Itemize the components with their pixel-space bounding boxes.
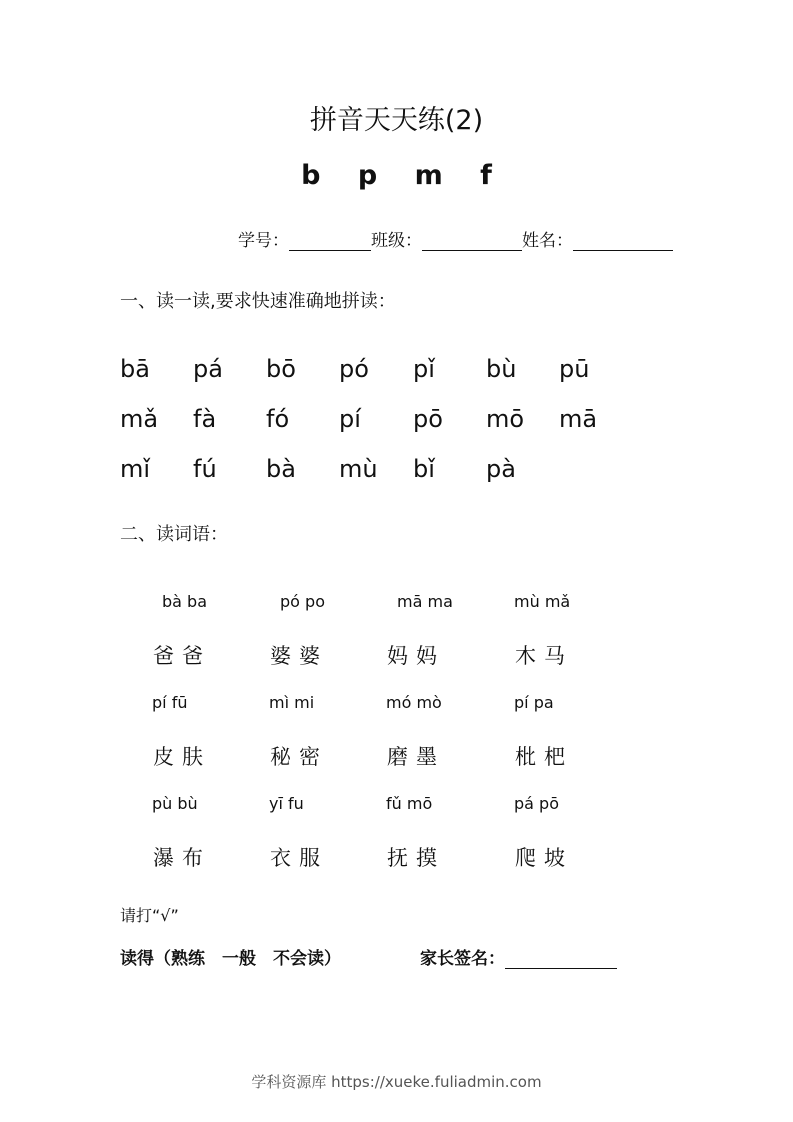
word-pinyin: pá pō — [514, 794, 559, 813]
word-pinyin: pù bù — [152, 794, 198, 813]
word-hanzi: 瀑布 — [153, 846, 211, 870]
letter-m: m — [414, 160, 443, 191]
pinyin-item: mā — [559, 405, 598, 433]
pinyin-item: fú — [193, 455, 217, 483]
check-instruction: 请打“√” — [120, 906, 179, 925]
word-hanzi: 枇杷 — [515, 745, 573, 769]
parent-signature — [420, 944, 617, 969]
student-id-label: 学号： — [238, 231, 289, 251]
word-pinyin: mā ma — [397, 592, 453, 611]
pinyin-item: mō — [486, 405, 525, 433]
name-blank[interactable] — [573, 232, 673, 251]
word-hanzi: 秘密 — [270, 745, 328, 769]
word-hanzi: 爬坡 — [515, 846, 573, 870]
letter-b: b — [301, 160, 321, 191]
word-hanzi: 爸爸 — [153, 644, 211, 668]
word-pinyin: mì mi — [269, 693, 315, 712]
class-blank[interactable] — [422, 232, 522, 251]
letter-p: p — [357, 160, 378, 191]
consonant-letters — [0, 160, 793, 191]
word-pinyin: fǔ mō — [386, 794, 433, 813]
pinyin-item: bà — [266, 455, 296, 483]
pinyin-item: bā — [120, 355, 150, 383]
word-hanzi: 抚摸 — [387, 846, 445, 870]
parent-signature-label: 家长签名： — [420, 949, 505, 969]
word-pinyin: mó mò — [386, 693, 442, 712]
pinyin-item: fà — [193, 405, 217, 433]
letter-f: f — [480, 160, 492, 191]
pinyin-item: pū — [559, 355, 590, 383]
section2-heading: 二、读词语： — [120, 524, 228, 545]
pinyin-item: bō — [266, 355, 296, 383]
pinyin-item: bǐ — [413, 455, 435, 483]
worksheet-title: 拼音天天练(2) — [309, 105, 484, 136]
word-pinyin: pó po — [280, 592, 325, 611]
pinyin-item: bù — [486, 355, 517, 383]
word-hanzi: 磨墨 — [387, 745, 445, 769]
pinyin-item: mǐ — [120, 455, 151, 483]
pinyin-item: mù — [339, 455, 378, 483]
student-id-blank[interactable] — [289, 232, 371, 251]
name-label: 姓名： — [522, 231, 573, 251]
pinyin-item: pá — [193, 355, 223, 383]
pinyin-item: pí — [339, 405, 361, 433]
section1-heading: 一、读一读,要求快速准确地拼读： — [120, 291, 396, 312]
word-hanzi: 妈妈 — [387, 644, 445, 668]
pinyin-item: fó — [266, 405, 290, 433]
parent-signature-blank[interactable] — [505, 950, 617, 969]
pinyin-item: pǐ — [413, 355, 435, 383]
word-hanzi: 婆婆 — [270, 644, 328, 668]
word-pinyin: pí fū — [152, 693, 188, 712]
footer-source: 学科资源库 https://xueke.fuliadmin.com — [251, 1073, 542, 1091]
word-hanzi: 衣服 — [270, 846, 328, 870]
reading-status: 读得（熟练 一般 不会读） — [120, 949, 341, 969]
word-pinyin: mù mǎ — [514, 592, 571, 611]
pinyin-item: mǎ — [120, 405, 159, 433]
pinyin-item: pó — [339, 355, 369, 383]
word-hanzi: 皮肤 — [153, 745, 211, 769]
word-hanzi: 木马 — [515, 644, 573, 668]
word-pinyin: yī fu — [269, 794, 304, 813]
word-pinyin: pí pa — [514, 693, 554, 712]
pinyin-item: pō — [413, 405, 443, 433]
class-label: 班级： — [371, 231, 422, 251]
pinyin-item: pà — [486, 455, 516, 483]
word-pinyin: bà ba — [162, 592, 208, 611]
student-info-line — [238, 226, 673, 251]
